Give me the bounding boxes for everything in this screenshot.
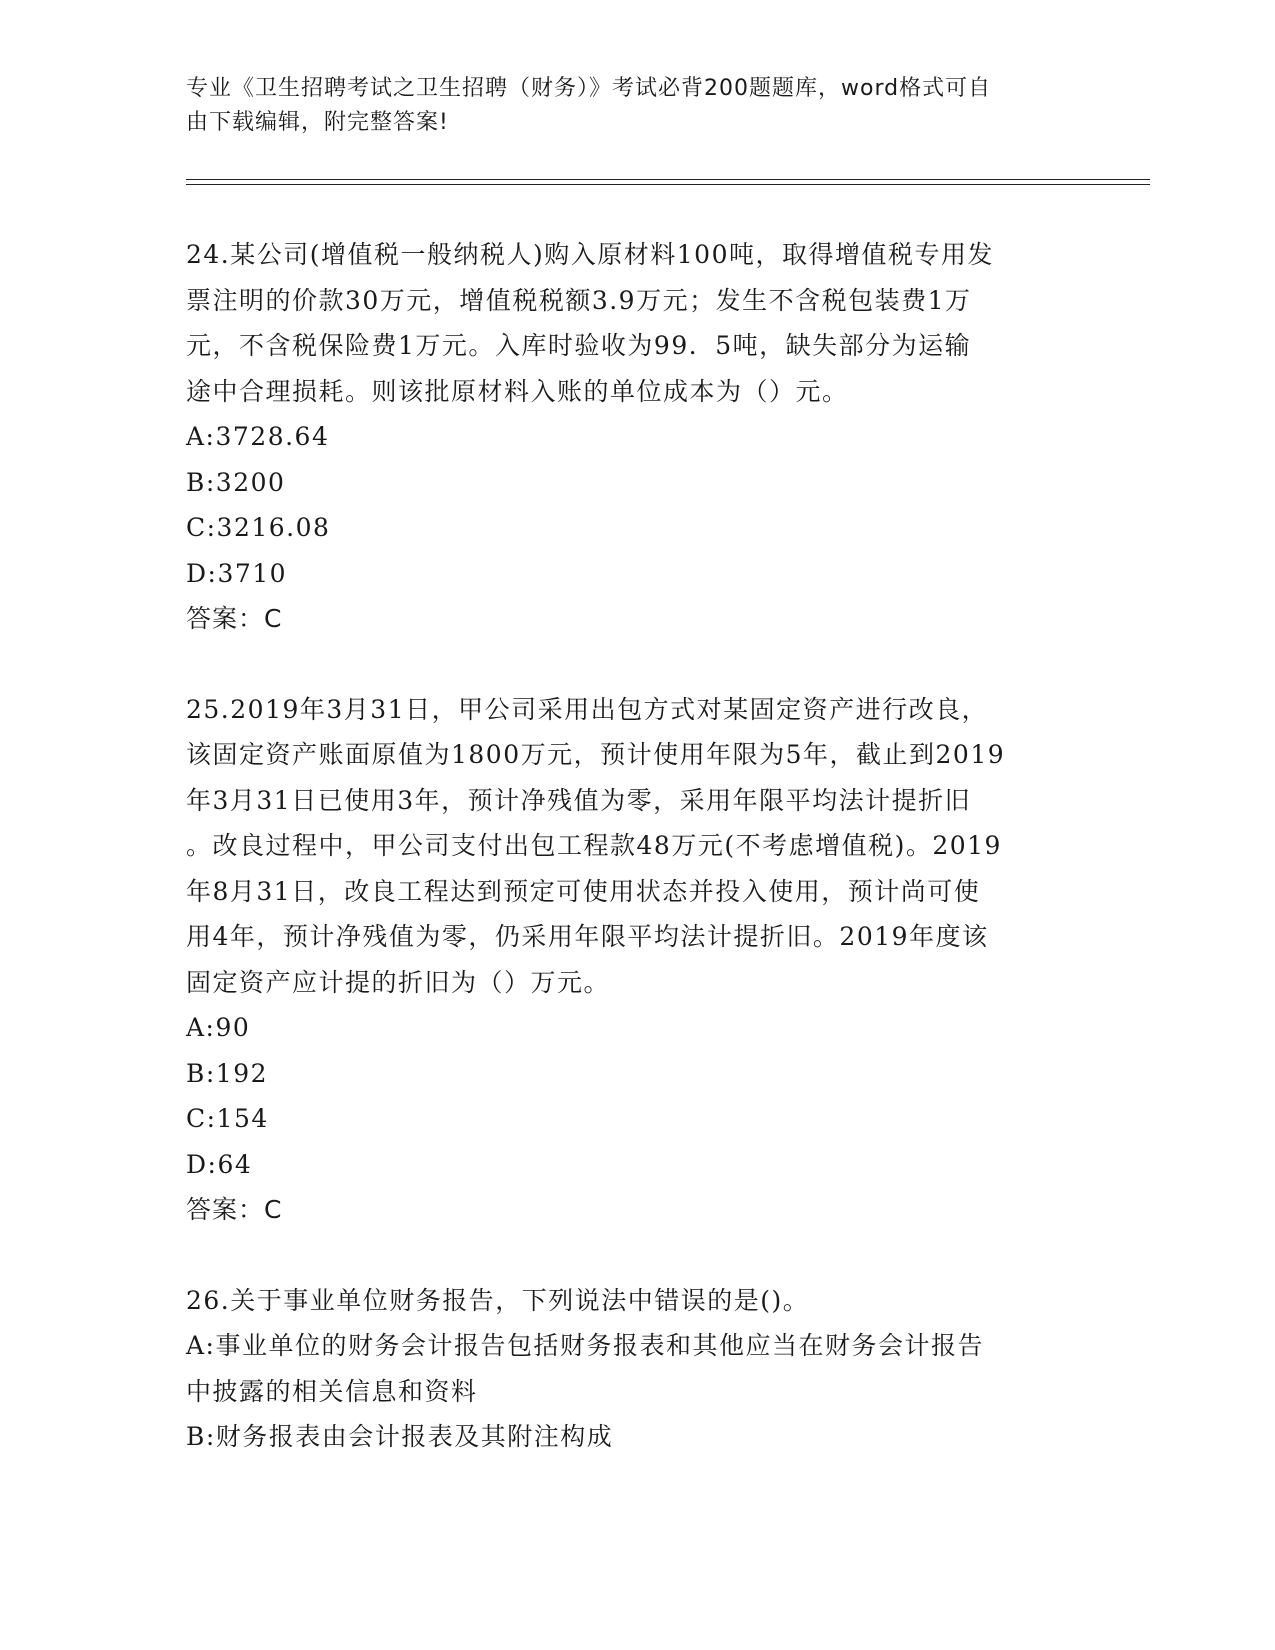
option-b: B:3200 [186,467,286,497]
question-line: 年8月31日，改良工程达到预定可使用状态并投入使用，预计尚可使 [186,876,981,906]
question-line: 票注明的价款30万元，增值税税额3.9万元；发生不含税包装费1万 [186,285,972,315]
header-line-1: 专业《卫生招聘考试之卫生招聘（财务）》考试必背200题题库，word格式可自 [186,76,992,101]
option-a: A:事业单位的财务会计报告包括财务报表和其他应当在财务会计报告 [186,1331,984,1360]
question-24 [186,232,1086,642]
question-line: 途中合理损耗。则该批原材料入账的单位成本为（）元。 [186,376,849,406]
question-list [186,232,1086,1460]
question-line: 25.2019年3月31日，甲公司采用出包方式对某固定资产进行改良， [186,694,989,724]
header-divider-top [186,179,1150,180]
header-line-2: 由下载编辑，附完整答案! [186,110,449,135]
answer-line: 答案：C [186,604,283,633]
question-line: 24.某公司(增值税一般纳税人)购入原材料100吨，取得增值税专用发 [186,240,994,269]
question-line: 固定资产应计提的折旧为（）万元。 [186,967,611,997]
question-26 [186,1278,1086,1460]
answer-line: 答案：C [186,1195,283,1224]
option-d: D:3710 [186,558,288,588]
question-line: 26.关于事业单位财务报告，下列说法中错误的是()。 [186,1285,810,1315]
option-b: B:财务报表由会计报表及其附注构成 [186,1422,614,1451]
option-b: B:192 [186,1058,269,1088]
question-line: 该固定资产账面原值为1800万元，预计使用年限为5年，截止到2019 [186,740,1006,769]
option-a: A:3728.64 [186,422,330,451]
option-a: A:90 [186,1013,251,1042]
option-d: D:64 [186,1149,253,1179]
option-c: C:3216.08 [186,513,331,542]
question-line: 用4年，预计净残值为零，仍采用年限平均法计提折旧。2019年度该 [186,922,989,951]
document-header [186,72,1076,140]
question-25 [186,687,1086,1233]
question-line: 年3月31日已使用3年，预计净残值为零，采用年限平均法计提折旧 [186,785,972,815]
question-line: 。改良过程中，甲公司支付出包工程款48万元(不考虑增值税)。2019 [186,831,1002,860]
option-c: C:154 [186,1104,269,1133]
question-line: 元，不含税保险费1万元。入库时验收为99．5吨，缺失部分为运输 [186,331,972,360]
option-a-continued: 中披露的相关信息和资料 [186,1376,478,1406]
header-divider-bottom [186,184,1150,185]
